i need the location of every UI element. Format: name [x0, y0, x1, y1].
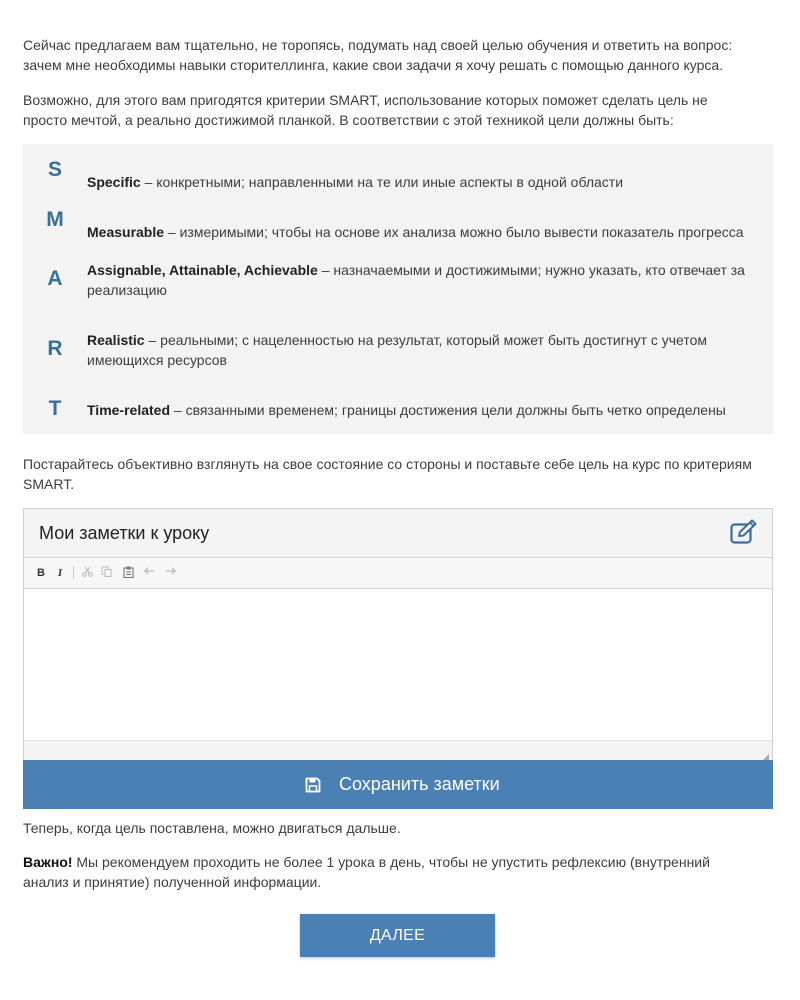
smart-term: Specific: [87, 174, 141, 190]
cut-icon[interactable]: [80, 566, 94, 580]
smart-description: [87, 260, 747, 300]
intro-paragraph-2: Возможно, для этого вам пригодятся критерии SMART, использование которых поможет сделать цель не просто мечтой, а реально достижимой планкой. В соответствии с этой техникой цели должны быть:: [23, 92, 708, 128]
smart-term: Time-related: [87, 402, 170, 418]
notes-textarea[interactable]: [24, 590, 772, 740]
resize-handle-icon[interactable]: [761, 749, 769, 757]
intro-paragraph-1: Сейчас предлагаем вам тщательно, не торопясь, подумать над своей целью обучения и ответить на вопрос: зачем мне необходимы навыки сторителлинга, какие свои задачи я хочу решать с помощью данного курса.: [23, 37, 733, 73]
smart-letter: M: [46, 208, 64, 231]
save-notes-button[interactable]: [23, 760, 773, 809]
smart-description: [87, 400, 747, 420]
editor-toolbar: [24, 558, 772, 589]
smart-description: [87, 172, 747, 192]
edit-icon[interactable]: [730, 519, 758, 545]
smart-term: Assignable, Attainable, Achievable: [87, 262, 318, 278]
notes-editor: [23, 508, 773, 760]
smart-letter: S: [47, 158, 62, 181]
toolbar-separator: [73, 566, 74, 579]
smart-desc: – реальными; с нацеленностью на результат, который может быть достигнут с учетом имеющихся ресурсов: [87, 332, 708, 368]
bold-button[interactable]: B: [37, 567, 45, 579]
smart-description: [87, 330, 747, 370]
notes-header: [24, 509, 772, 558]
goal-instruction: Постарайтесь объективно взглянуть на свое состояние со стороны и поставьте себе цель на курс по критериям SMART.: [23, 456, 752, 492]
important-label: Важно!: [23, 854, 73, 870]
copy-icon[interactable]: [99, 566, 113, 580]
smart-criteria-box: [23, 144, 773, 434]
smart-letter: R: [47, 337, 63, 360]
notes-title: Мои заметки к уроку: [39, 523, 210, 543]
smart-desc: – конкретными; направленными на те или иные аспекты в одной области: [140, 174, 624, 190]
italic-button[interactable]: I: [57, 567, 63, 579]
next-button[interactable]: ДАЛЕЕ: [300, 914, 495, 957]
important-text: Мы рекомендуем проходить не более 1 урока в день, чтобы не упустить рефлексию (внутренний анализ и принятие) полученной информации.: [23, 854, 710, 890]
smart-letter: A: [47, 267, 63, 290]
smart-desc: – связанными временем; границы достижения цели должны быть четко определены: [170, 402, 726, 418]
smart-desc: – измеримыми; чтобы на основе их анализа можно было вывести показатель прогресса: [164, 224, 744, 240]
save-notes-label: Сохранить заметки: [339, 774, 500, 794]
smart-description: [87, 222, 747, 242]
continue-paragraph: Теперь, когда цель поставлена, можно двигаться дальше.: [23, 820, 401, 836]
smart-term: Realistic: [87, 332, 145, 348]
smart-term: Measurable: [87, 224, 165, 240]
floppy-disk-icon: [305, 777, 321, 793]
editor-status-bar: [24, 740, 772, 760]
smart-desc: – назначаемыми и достижимыми; нужно указать, кто отвечает за реализацию: [87, 262, 745, 298]
redo-icon[interactable]: [163, 566, 177, 580]
paste-icon[interactable]: [121, 566, 135, 580]
important-note: [23, 852, 753, 892]
undo-icon[interactable]: [142, 566, 156, 580]
smart-letter: T: [48, 397, 62, 420]
